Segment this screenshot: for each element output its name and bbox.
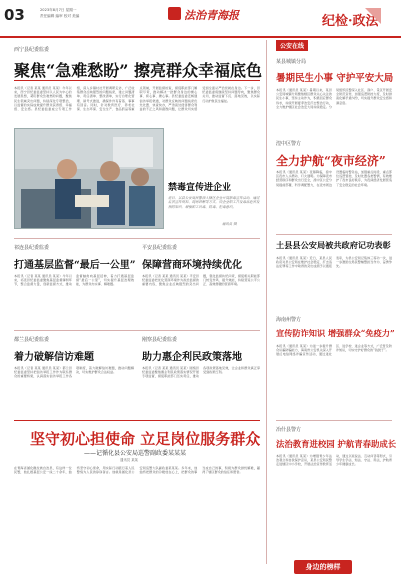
bottom-headline: 坚守初心担使命 立足岗位服务群众 [30, 430, 261, 448]
main-headline: 聚焦“急难愁盼” 擦亮群众幸福底色 [14, 61, 262, 80]
lower-row-rule [14, 330, 260, 331]
sidebar-banner: 公安在线 [276, 40, 308, 51]
date-line: 2023年8月7日 星期一 [40, 8, 77, 12]
lower-mid-kicker: 刚察县纪委监委 [142, 337, 178, 343]
mid-right-headline: 保障营商环境持续优化 [142, 260, 242, 271]
edition-line: 责任编辑 编审 校对 美编 [40, 14, 80, 18]
sidebar-story2-headline: 全力护航“夜市经济” [276, 154, 386, 168]
bottom-badge: 身边的榜样 [294, 560, 352, 574]
sidebar-rule [276, 234, 392, 235]
sidebar-story1-kicker: 某县城镇分局 [276, 59, 307, 65]
mid-right-kicker: 平安县纪委监委 [142, 245, 178, 251]
photo-illustration [15, 129, 163, 228]
mid-left-headline: 打通基层监督“最后一公里” [14, 260, 136, 271]
photo-caption: 近日，某县公安局民警深入辖区企业开展禁毒宣传活动，通过发放宣传资料、现场讲解等方式，向企业职工普及毒品危害及预防知识，增强职工识毒、防毒、拒毒意识。 [168, 196, 260, 209]
mid-right-body: 本报讯（记者 某某 通讯员 某某）平安县纪委监委把优化营商环境作为政治监督的重要内容，聚焦企业反映强烈的突出问题，强化监督执纪问责，督促相关职能部门转变作风、提升效能，持续营造公平公正、高效便捷的营商环境。 [142, 274, 260, 287]
photo-title: 禁毒宣传进企业 [168, 183, 232, 193]
section-title: 纪检·政法 [322, 14, 379, 29]
mid-row-rule [14, 238, 260, 239]
lower-left-headline: 着力破解信访难题 [14, 352, 94, 363]
bottom-feature-rule [14, 420, 260, 421]
mid-left-body: 本报讯（记者 某某 通讯员 某某）今年以来，祁连县纪委监委聚焦基层监督薄弱环节，整合监督力量，创新监督方式，推动监督触角向基层延伸，着力打通基层监督“最后一公里”，切实提升基层治理效能，为群众办实事、解难题。 [14, 274, 134, 287]
right-story-headline: 土县县公安局被共政府记功表彰 [276, 240, 391, 250]
news-photo [14, 128, 164, 229]
bottom-right-kicker: 冶什县警方 [276, 427, 302, 433]
bottom-credit: 通讯员 某某 [120, 458, 139, 462]
main-body: 本报讯（记者 某某 通讯员 某某）今年以来，西宁县纪委监委坚持以人民为中心的发展思想，紧盯群众急难愁盼问题，聚焦民生领域突出问题，持续深化专项整治，以监督的实际成效提升群众获得感、幸福感、安全感。县纪委监委成立专项工作组，深入乡镇村社开展调研走访，广泛收集群众反映强烈的问题线索，建立问题清单、责任清单、整改清单，实行台账化管理、销号式推进，确保件件有着落、事事有回音。同时，针对教育医疗、养老社保、生态环保、安全生产、食品药品等重点领域，开展监督检查，督促职能部门履职尽责，推动解决一批群众身边的操心事、烦心事、揪心事。县纪委监委还畅通信访举报渠道，对群众反映的问题线索优先处置、快查快办，严肃查处侵害群众利益的不正之风和腐败问题，让群众切实感受到全面从严治党就在身边。下一步，县纪委监委将继续坚持问题导向，聚焦群众关切，推动监督下沉、落地见效，以实际行动护航民生福祉。 [14, 86, 260, 112]
paper-logo-icon [168, 7, 181, 20]
sidebar-story1-headline: 暑期民生小事 守护平安大局 [276, 73, 394, 84]
bottom-right-rule [276, 420, 392, 421]
lower-mid-headline: 助力惠企利民政策落地 [142, 352, 242, 363]
photo-credit: 通讯员 摄 [222, 222, 237, 226]
section-corner-decoration [365, 8, 381, 24]
lower-right-kicker: 海南州警方 [276, 317, 302, 323]
column-divider [266, 40, 267, 564]
bottom-body: 在青海省循化撒拉族自治县，有这样一位民警，他扎根基层公安一线二十余年，始终坚守初心使命，用实际行动践行着人民警察为人民的铮铮誓言。他就是循化县公安局巡警大队副政委某某某。多年来，他始终把群众的冷暖放在心上，把群众的事当成自己的事，积极为群众排忧解难，赢得了辖区群众的信任和赞誉。 [14, 466, 260, 475]
lower-right-headline: 宣传防诈知识 增强群众“免疫力” [276, 328, 395, 338]
lower-mid-body: 本报讯（记者 某某 通讯员 某某）刚察县纪委监委聚焦惠企利民政策落实情况开展专项监督，督促职能部门压实责任，推动各项政策落地见效，让企业和群众真正享受到政策红利。 [142, 366, 260, 379]
sidebar-story1-body: 本报讯（通讯员 某某）暑期以来，某县公安局城镇分局聚焦辖区群众关心关注的民生小事，坚持主动作为，积极回应群众诉求，持续开展夏季治安打击整治行动，全力维护辖区社会治安大局持续稳定。分局组织民警深入社区、商户、景区开展安全防范宣传，加强巡逻防控力度，及时排查化解矛盾纠纷，切实提升群众安全感和满意度。 [276, 88, 392, 109]
bottom-right-body: 本报讯（通讯员 某某）为增强青少年法治观念和自我保护意识，某县公安局民警走进辖区中小学校，开展法治宣传教育活动，通过以案说法、互动问答等形式，引导学生学法、知法、守法、用法，护航青少年健康成长。 [276, 454, 392, 467]
sidebar-story2-body: 本报讯（通讯员 某某）夜幕降临，湟中区夜市人头攒动、灯火通明。为保障夜市经营秩序和群众出行安全，湟中区公安分局提前部署，科学调配警力，在夜市周边设置临时警务站，加强重点时段、重点部位巡逻管控，及时处置各类警情，有效维护了夜市良好秩序，为夜间经济发展营造了安全稳定的社会环境。 [276, 170, 392, 187]
header-rule [0, 36, 401, 38]
lower-right-body: 本报讯（通讯员 某某）为进一步提升群众识骗防骗能力，海南州公安机关深入开展反电信网络诈骗宣传活动，通过进社区、进学校、进企业等方式，广泛普及防诈知识，切实守护好群众的“钱袋子”。 [276, 344, 392, 357]
paper-name: 法治青海报 [184, 9, 239, 22]
main-headline-rule [14, 80, 260, 81]
bottom-subhead: ——记循化县公安局巡警副政委某某某 [84, 450, 187, 457]
lower-left-body: 本报讯（记者 某某 通讯员 某某）都兰县纪委监委坚持把信访举报工作作为联系群众的重要桥梁，认真落实信访举报工作各项制度，着力破解信访难题，推动问题解决，切实维护群众合法权益。 [14, 366, 134, 379]
page-number: 03 [4, 6, 25, 24]
lower-left-kicker: 都兰县纪委监委 [14, 337, 50, 343]
sidebar-story2-kicker: 湟中区警方 [276, 141, 302, 147]
bottom-right-headline: 法治教育进校园 护航青春助成长 [276, 439, 397, 449]
main-kicker: 西宁县纪委监委 [14, 47, 50, 53]
right-story-body: 本报讯（通讯员 某某）近日，某县人民政府对县公安局在维护社会稳定、打击违法犯罪等工作中取得的突出成绩予以通报表彰，为县公安局记集体三等功一次，进一步激励全局民警辅警担当作为、奋勇争先。 [276, 256, 392, 269]
mid-left-kicker: 祁连县纪委监委 [14, 245, 50, 251]
